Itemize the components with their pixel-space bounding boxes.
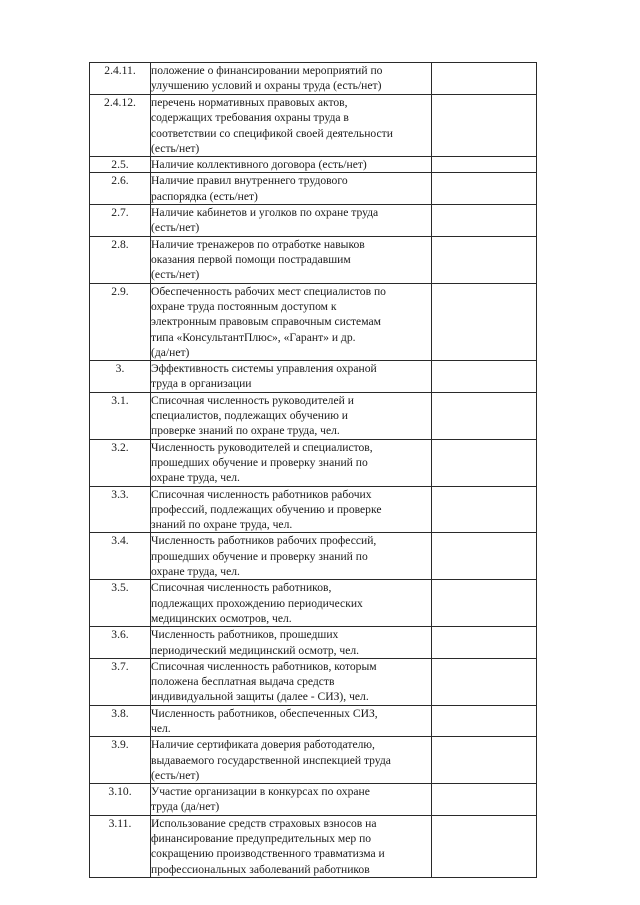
row-text: Численность работников, обеспеченных СИЗ, чел. <box>151 705 432 737</box>
row-value-cell <box>432 658 537 705</box>
table-row <box>90 580 537 627</box>
table-row <box>90 392 537 439</box>
row-text: Численность работников рабочих профессий, прошедших обучение и проверку знаний по охране труда, чел. <box>151 533 432 580</box>
row-value-cell <box>432 705 537 737</box>
table-row <box>90 205 537 237</box>
row-value-cell <box>432 283 537 360</box>
row-text: Участие организации в конкурсах по охране труда (да/нет) <box>151 784 432 816</box>
table-row <box>90 784 537 816</box>
row-value-cell <box>432 361 537 393</box>
row-text: Наличие правил внутреннего трудового распорядка (есть/нет) <box>151 173 432 205</box>
row-value-cell <box>432 63 537 95</box>
row-text: Списочная численность работников, которым положена бесплатная выдача средств индивидуальной защиты (далее - СИЗ), чел. <box>151 658 432 705</box>
row-value-cell <box>432 486 537 533</box>
row-text: Наличие кабинетов и уголков по охране труда (есть/нет) <box>151 205 432 237</box>
row-value-cell <box>432 580 537 627</box>
row-text: Списочная численность работников рабочих профессий, подлежащих обучению и проверке знаний по охране труда, чел. <box>151 486 432 533</box>
row-value-cell <box>432 157 537 173</box>
row-number: 3. <box>90 361 151 393</box>
row-number: 2.9. <box>90 283 151 360</box>
row-number: 2.5. <box>90 157 151 173</box>
table-row <box>90 486 537 533</box>
row-text: Эффективность системы управления охраной труда в организации <box>151 361 432 393</box>
row-number: 3.1. <box>90 392 151 439</box>
row-value-cell <box>432 815 537 877</box>
row-value-cell <box>432 236 537 283</box>
table-row <box>90 283 537 360</box>
row-number: 2.4.11. <box>90 63 151 95</box>
row-value-cell <box>432 95 537 157</box>
table-row <box>90 533 537 580</box>
row-value-cell <box>432 205 537 237</box>
row-number: 2.7. <box>90 205 151 237</box>
row-value-cell <box>432 533 537 580</box>
table-row <box>90 63 537 95</box>
row-number: 3.7. <box>90 658 151 705</box>
row-number: 3.10. <box>90 784 151 816</box>
labor-safety-indicators-table <box>89 62 537 878</box>
table-row <box>90 439 537 486</box>
row-number: 2.8. <box>90 236 151 283</box>
row-text: Обеспеченность рабочих мест специалистов по охране труда постоянным доступом к электронным правовым справочным системам типа «КонсультантПлюс», «Гарант» и др. (да/нет) <box>151 283 432 360</box>
row-number: 3.6. <box>90 627 151 659</box>
table-row <box>90 157 537 173</box>
row-number: 3.8. <box>90 705 151 737</box>
row-text: Наличие коллективного договора (есть/нет) <box>151 157 432 173</box>
row-text: Списочная численность работников, подлежащих прохождению периодических медицинских осмотров, чел. <box>151 580 432 627</box>
row-value-cell <box>432 173 537 205</box>
table-row <box>90 737 537 784</box>
table-row <box>90 705 537 737</box>
row-value-cell <box>432 737 537 784</box>
row-text: Наличие сертификата доверия работодателю, выдаваемого государственной инспекцией труда (есть/нет) <box>151 737 432 784</box>
row-number: 3.5. <box>90 580 151 627</box>
row-value-cell <box>432 784 537 816</box>
table-row <box>90 236 537 283</box>
row-number: 3.2. <box>90 439 151 486</box>
row-number: 3.4. <box>90 533 151 580</box>
table-row <box>90 658 537 705</box>
row-number: 3.3. <box>90 486 151 533</box>
table-row <box>90 173 537 205</box>
row-value-cell <box>432 392 537 439</box>
table-row <box>90 627 537 659</box>
table-row <box>90 95 537 157</box>
table-row <box>90 361 537 393</box>
row-number: 3.11. <box>90 815 151 877</box>
row-text: перечень нормативных правовых актов, содержащих требования охраны труда в соответствии со спецификой своей деятельности (есть/нет) <box>151 95 432 157</box>
row-value-cell <box>432 439 537 486</box>
row-text: Численность руководителей и специалистов, прошедших обучение и проверку знаний по охране труда, чел. <box>151 439 432 486</box>
row-text: Наличие тренажеров по отработке навыков оказания первой помощи пострадавшим (есть/нет) <box>151 236 432 283</box>
row-text: Использование средств страховых взносов на финансирование предупредительных мер по сокращению производственного травматизма и профессиональных заболеваний работников <box>151 815 432 877</box>
table-row <box>90 815 537 877</box>
row-text: Численность работников, прошедших периодический медицинский осмотр, чел. <box>151 627 432 659</box>
row-text: Списочная численность руководителей и специалистов, подлежащих обучению и проверке знаний по охране труда, чел. <box>151 392 432 439</box>
row-number: 3.9. <box>90 737 151 784</box>
row-value-cell <box>432 627 537 659</box>
row-number: 2.6. <box>90 173 151 205</box>
row-number: 2.4.12. <box>90 95 151 157</box>
row-text: положение о финансировании мероприятий по улучшению условий и охраны труда (есть/нет) <box>151 63 432 95</box>
